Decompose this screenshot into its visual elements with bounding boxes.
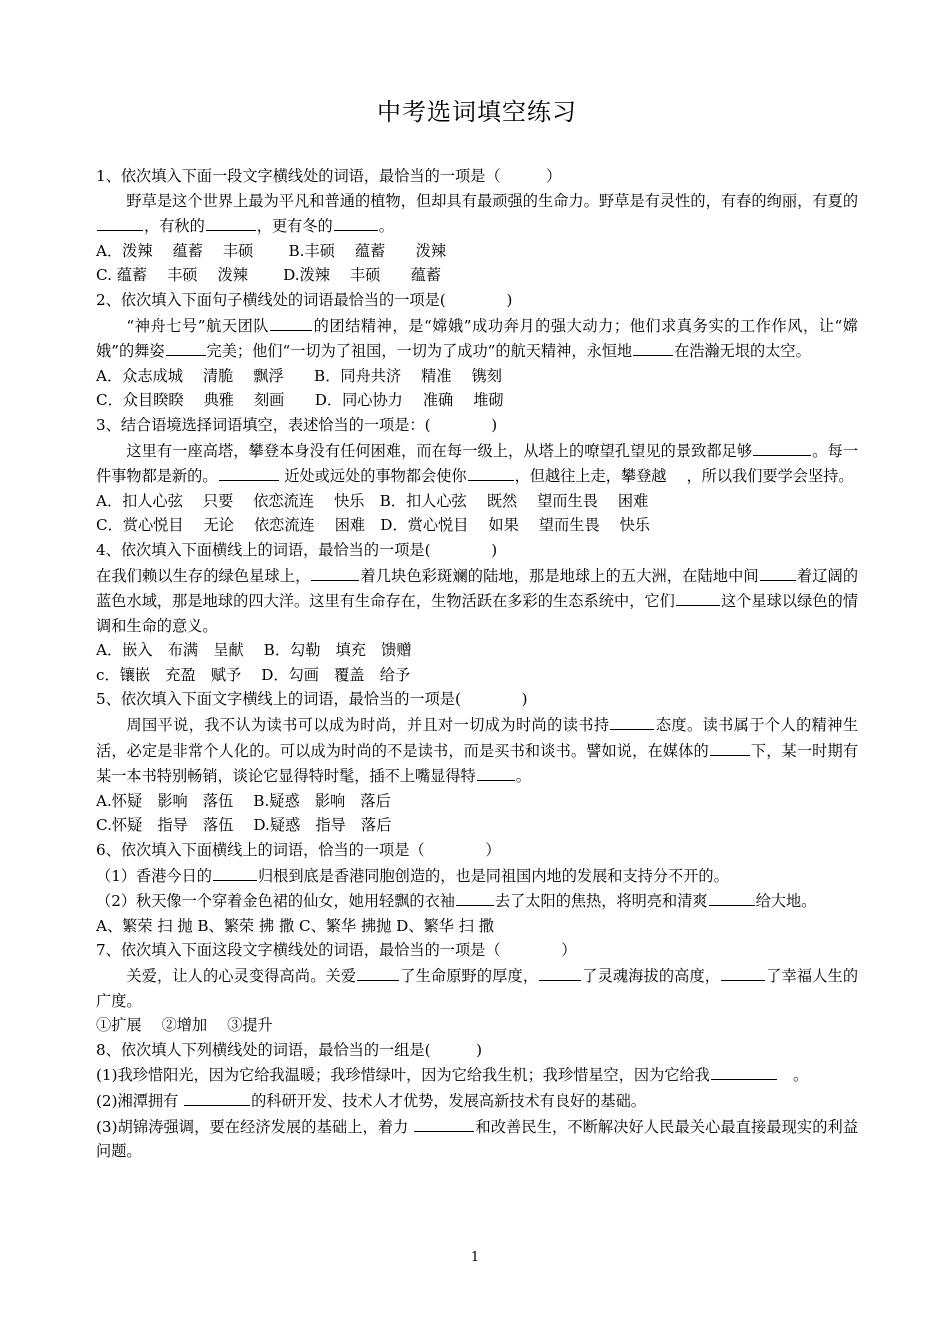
blank (539, 963, 581, 981)
question-1-option-line: C. 蕴蓄 丰硕 泼辣 D.泼辣 丰硕 蕴蓄 (96, 266, 442, 285)
question-4-option-line: A．嵌入 布满 呈献 B．勾勒 填充 馈赠 (96, 641, 412, 660)
question-1-option-line: A．泼辣 蕴蓄 丰硕 B.丰硕 蕴蓄 泼辣 (96, 241, 447, 260)
question-3-option-line: C．赏心悦目 无论 依恋流连 困难 D．赏心悦目 如果 望而生畏 快乐 (96, 516, 650, 535)
blank (206, 213, 256, 231)
blank (357, 963, 399, 981)
question-3-stem: 3、结合语境选择词语填空，表述恰当的一项是：( ) (96, 415, 498, 434)
question-1-stem: 1、依次填入下面一段文字横线处的词语，最恰当的一项是（ ） (96, 167, 562, 185)
question-5-passage: 周国平说，我不认为读书可以成为时尚，并且对一切成为时尚的读书持 态度。读书属于个人的精神生活，必定是非常个人化的。可以成为时尚的不是读书，而是买书和谈书。譬如说，在媒体的 下，某一时期有某一本书特别畅销，谈论它显得特时髦，插不上嘴显得特 。 (96, 712, 858, 789)
question-7-passage: 关爱，让人的心灵变得高尚。关爱 了生命原野的厚度， 了灵魂海拔的高度， 了幸福人生的广度。 (96, 963, 858, 1013)
blank (414, 1114, 474, 1132)
blank (184, 1088, 250, 1106)
question-6-stem: 6、依次填入下面横线上的词语，恰当的一项是（ ） (96, 841, 501, 860)
blank (456, 888, 494, 906)
blank (676, 588, 720, 606)
question-3-option-line: A．扣人心弦 只要 依恋流连 快乐 B．扣人心弦 既然 望而生畏 困难 (96, 491, 649, 510)
blank (219, 463, 279, 481)
blank (311, 563, 359, 581)
blank (709, 888, 755, 906)
blank (477, 763, 515, 781)
question-6-option-line: A、繁荣 扫 抛 B、繁荣 拂 撒 C、繁华 拂抛 D、繁华 扫 撒 (96, 916, 494, 935)
question-3-passage: 这里有一座高塔，攀登本身没有任何困难，而在每一级上，从塔上的嘹望孔望见的景致都足够 。每一件事物都是新的。 近处或远处的事物都会使你 ，但越往上走，攀登越 ，所以我们要学会坚持。 (96, 438, 858, 489)
question-8-sentence-1: (1)我珍惜阳光，因为它给我温暖；我珍惜绿叶，因为它给我生机；我珍惜星空，因为它给我 。 (96, 1062, 858, 1088)
blank (610, 712, 654, 730)
question-8-stem: 8、依次填人下列横线处的词语，最恰当的一组是( ) (96, 1040, 483, 1059)
question-5-option-line: C.怀疑 指导 落伍 D.疑惑 指导 落后 (96, 816, 392, 835)
question-6-sentence-1: （1）香港今日的 归根到底是香港同胞创造的，也是同祖国内地的发展和支持分不开的。 (96, 863, 858, 889)
blank (753, 438, 811, 456)
blank (468, 463, 514, 481)
blank (166, 338, 206, 356)
page-title: 中考选词填空练习 (377, 98, 577, 126)
exercise-content (96, 164, 858, 1164)
blank (711, 1062, 777, 1080)
question-2-option-line: A．众志成城 清脆 飘浮 B．同舟共济 精准 镌刻 (96, 366, 502, 385)
question-6-sentence-2: （2）秋天像一个穿着金色裙的仙女，她用轻飘的衣袖 去了太阳的焦热，将明亮和清爽 给大地。 (96, 888, 858, 914)
blank (760, 563, 796, 581)
question-7-stem: 7、依次填入下面这段文字横线处的词语，最恰当的一项是（ ） (96, 941, 577, 960)
question-8-sentence-3: (3)胡锦涛强调，要在经济发展的基础上，着力 和改善民生，不断解决好人民最关心最直接最现实的利益问题。 (96, 1114, 858, 1164)
question-4-option-line: c．镶嵌 充盈 赋予 D．勾画 覆盖 给予 (96, 665, 411, 684)
question-2-passage: “神舟七号”航天团队 的团结精神，是“嫦娥”成功奔月的强大动力；他们求真务实的工作作风，让“嫦娥”的舞姿 完美；他们“一切为了祖国，一切为了成功”的航天精神，永恒地 在浩瀚无垠的太空。 (96, 313, 858, 364)
question-5-option-line: A.怀疑 影响 落伍 B.疑惑 影响 落后 (96, 791, 391, 810)
question-1-passage: 野草是这个世界上最为平凡和普通的植物，但却具有最顽强的生命力。野草是有灵性的，有春的绚丽，有夏的，有秋的 ，更有冬的 。 (96, 189, 858, 239)
question-2-stem: 2、依次填入下面句子横线处的词语最恰当的一项是( ) (96, 290, 513, 309)
blank (97, 213, 143, 231)
question-8-sentence-2: (2)湘潭拥有 的科研开发、技术人才优势，发展高新技术有良好的基础。 (96, 1088, 858, 1114)
question-4-passage: 在我们赖以生存的绿色星球上， 着几块色彩斑斓的陆地，那是地球上的五大洲，在陆地中间 着辽阔的蓝色水域，那是地球的四大洋。这里有生命存在，生物活跃在多彩的生态系统中，它们 这个星球以绿色的情调和生命的意义。 (96, 563, 858, 639)
blank (334, 213, 378, 231)
question-4-stem: 4、依次填入下面横线上的词语，最恰当的一项是( ) (96, 540, 498, 559)
question-7-option-line: ①扩展 ②增加 ③提升 (96, 1016, 273, 1035)
blank (270, 313, 312, 331)
blank (710, 738, 750, 756)
question-5-stem: 5、依次填入下面文字横线上的词语，最恰当的一项是( ) (96, 690, 528, 709)
blank (213, 863, 257, 881)
page-number: 1 (470, 1250, 480, 1265)
blank (721, 963, 765, 981)
blank (633, 338, 673, 356)
question-2-option-line: C．众目睽睽 典雅 刻画 D．同心协力 准确 堆砌 (96, 391, 504, 410)
